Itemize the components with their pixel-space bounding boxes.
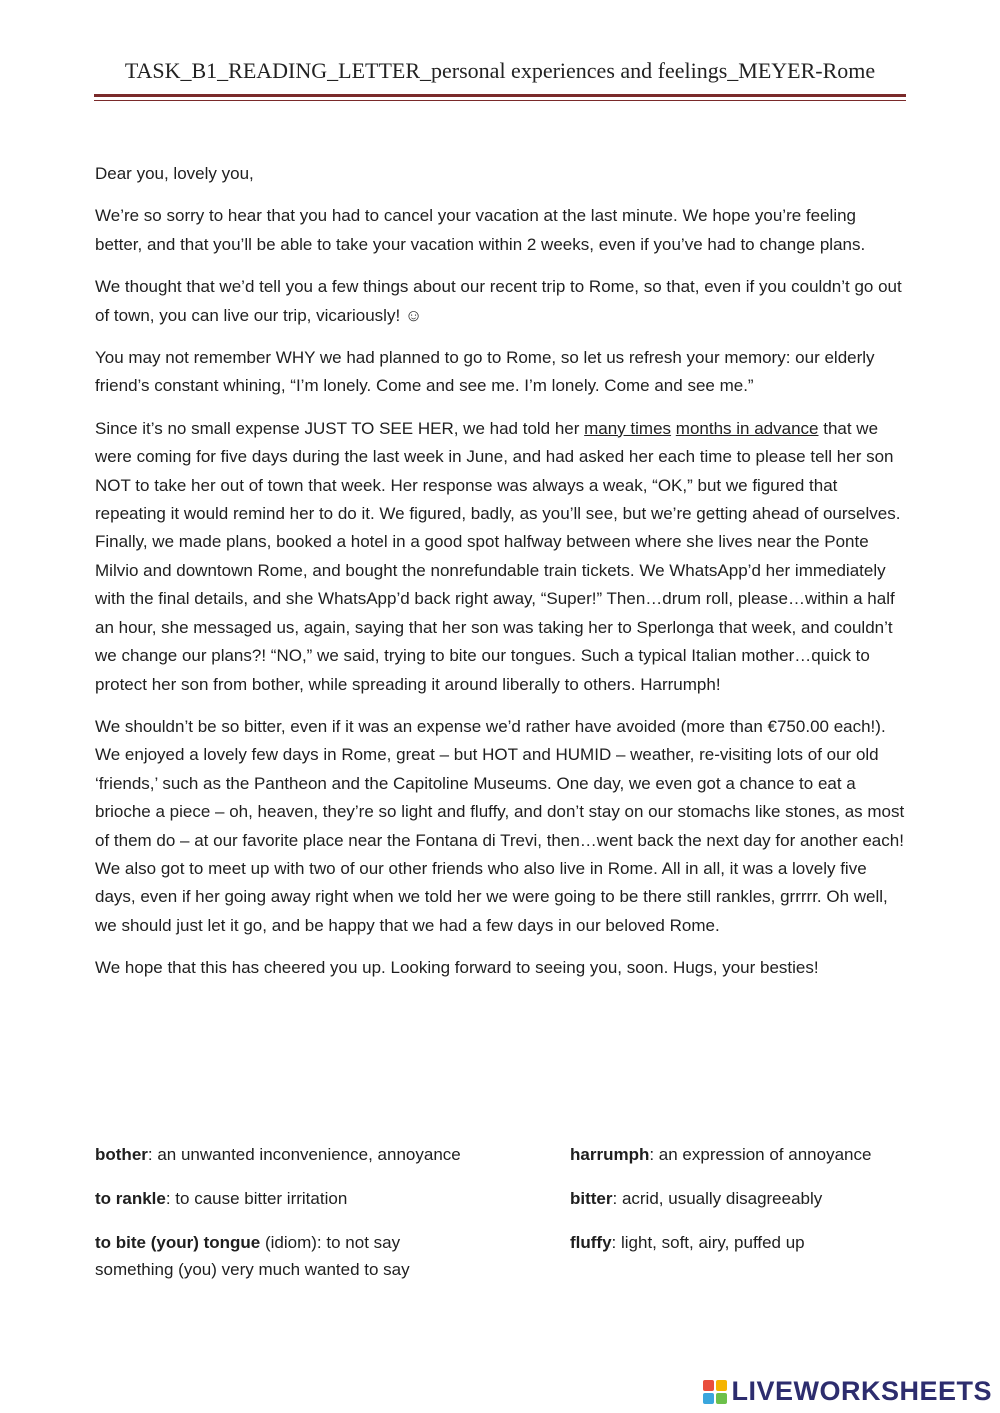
- glossary: [95, 1141, 905, 1300]
- paragraph-4-rest: that we were coming for five days during the last week in June, and had asked her each time to please tell her son NOT to take her out of town that week. Her response was always a weak, “OK,” but we figured that repeating it would remind her to do it. We figured, badly, as you’ll see, but we’re getting ahead of ourselves. Finally, we made plans, booked a hotel in a good spot halfway between where she lives near the Ponte Milvio and downtown Rome, and bought the nonrefundable train tickets. We WhatsApp’d her immediately with the final details, and she WhatsApp’d back right away, “Super!” Then…drum roll, please…within a half an hour, she messaged us, again, saying that her son was taking her to Sperlonga that week, and couldn’t we change our plans?! “NO,” we said, trying to bite our tongues. Such a typical Italian mother…quick to protect her son from bother, while spreading it around liberally to others. Harrumph!: [95, 418, 901, 694]
- underlined-months-in-advance: months in advance: [675, 418, 819, 438]
- glossary-entry: [95, 1141, 570, 1168]
- logo-square-green: [716, 1393, 727, 1404]
- paragraph-4-start: Since it’s no small expense JUST TO SEE HER, we had told her: [95, 418, 585, 438]
- letter-paragraph-6: We hope that this has cheered you up. Looking forward to seeing you, soon. Hugs, your besties!: [95, 958, 819, 978]
- glossary-term: to rankle: [95, 1189, 166, 1208]
- logo-square-yellow: [716, 1380, 727, 1391]
- glossary-entry: [570, 1185, 905, 1212]
- glossary-entry: [570, 1141, 905, 1168]
- glossary-definition: : acrid, usually disagreeably: [612, 1189, 823, 1208]
- letter-paragraph-5: We shouldn’t be so bitter, even if it was an expense we’d rather have avoided (more than €750.00 each!). We enjoyed a lovely few days in Rome, great – but HOT and HUMID – weather, re-visiting lots of our old ‘friends,’ such as the Pantheon and the Capitoline Museums. One day, we even got a chance to eat a brioche a piece – oh, heaven, they’re so light and fluffy, and don’t stay on our stomachs like stones, as most of them do – at our favorite place near the Fontana di Trevi, then…went back the next day for another each! We also got to meet up with two of our other friends who also live in Rome. All in all, it was a lovely five days, even if her going away right when we told her we were going to be there still rankles, grrrrr. Oh well, we should just let it go, and be happy that we had a few days in our beloved Rome.: [95, 716, 905, 935]
- glossary-row: [95, 1185, 905, 1212]
- letter-salutation: Dear you, lovely you,: [95, 164, 254, 183]
- letter-paragraph-3: You may not remember WHY we had planned to go to Rome, so let us refresh your memory: our elderly friend’s constant whining, “I’m lonely. Come and see me. I’m lonely. Come and see me.”: [95, 348, 875, 396]
- glossary-row: [95, 1141, 905, 1168]
- header-rule-thin: [94, 100, 906, 101]
- liveworksheets-logo-icon: [703, 1380, 727, 1404]
- letter-body: [95, 160, 905, 997]
- glossary-row: [95, 1229, 905, 1283]
- glossary-term: bitter: [570, 1189, 613, 1208]
- glossary-term: harrumph: [570, 1145, 650, 1164]
- glossary-definition: : to cause bitter irritation: [165, 1189, 348, 1208]
- logo-text: LIVEWORKSHEETS: [731, 1376, 992, 1406]
- liveworksheets-logo[interactable]: [703, 1376, 992, 1407]
- glossary-definition: : light, soft, airy, puffed up: [611, 1233, 805, 1252]
- glossary-definition: (idiom): to not say something (you) very much wanted to say: [95, 1233, 410, 1279]
- glossary-definition: : an expression of annoyance: [649, 1145, 872, 1164]
- letter-paragraph-2: We thought that we’d tell you a few things about our recent trip to Rome, so that, even if you couldn’t go out of town, you can live our trip, vicariously! ☺: [95, 277, 902, 325]
- letter-paragraph-1: We’re so sorry to hear that you had to cancel your vacation at the last minute. We hope you’re feeling better, and that you’ll be able to take your vacation within 2 weeks, even if you’ve had to change plans.: [95, 206, 866, 254]
- underlined-many-times: many times: [584, 418, 672, 438]
- glossary-term: to bite (your) tongue: [95, 1233, 261, 1252]
- logo-square-blue: [703, 1393, 714, 1404]
- document-title: TASK_B1_READING_LETTER_personal experiences and feelings_MEYER-Rome: [124, 58, 876, 83]
- header-rule-thick: [94, 94, 906, 97]
- letter-paragraph-4: [95, 415, 905, 699]
- logo-square-red: [703, 1380, 714, 1391]
- glossary-term: fluffy: [570, 1233, 612, 1252]
- glossary-term: bother: [95, 1145, 148, 1164]
- glossary-entry: [570, 1229, 905, 1283]
- glossary-entry: [95, 1229, 455, 1283]
- glossary-entry: [95, 1185, 570, 1212]
- glossary-definition: : an unwanted inconvenience, annoyance: [147, 1145, 461, 1164]
